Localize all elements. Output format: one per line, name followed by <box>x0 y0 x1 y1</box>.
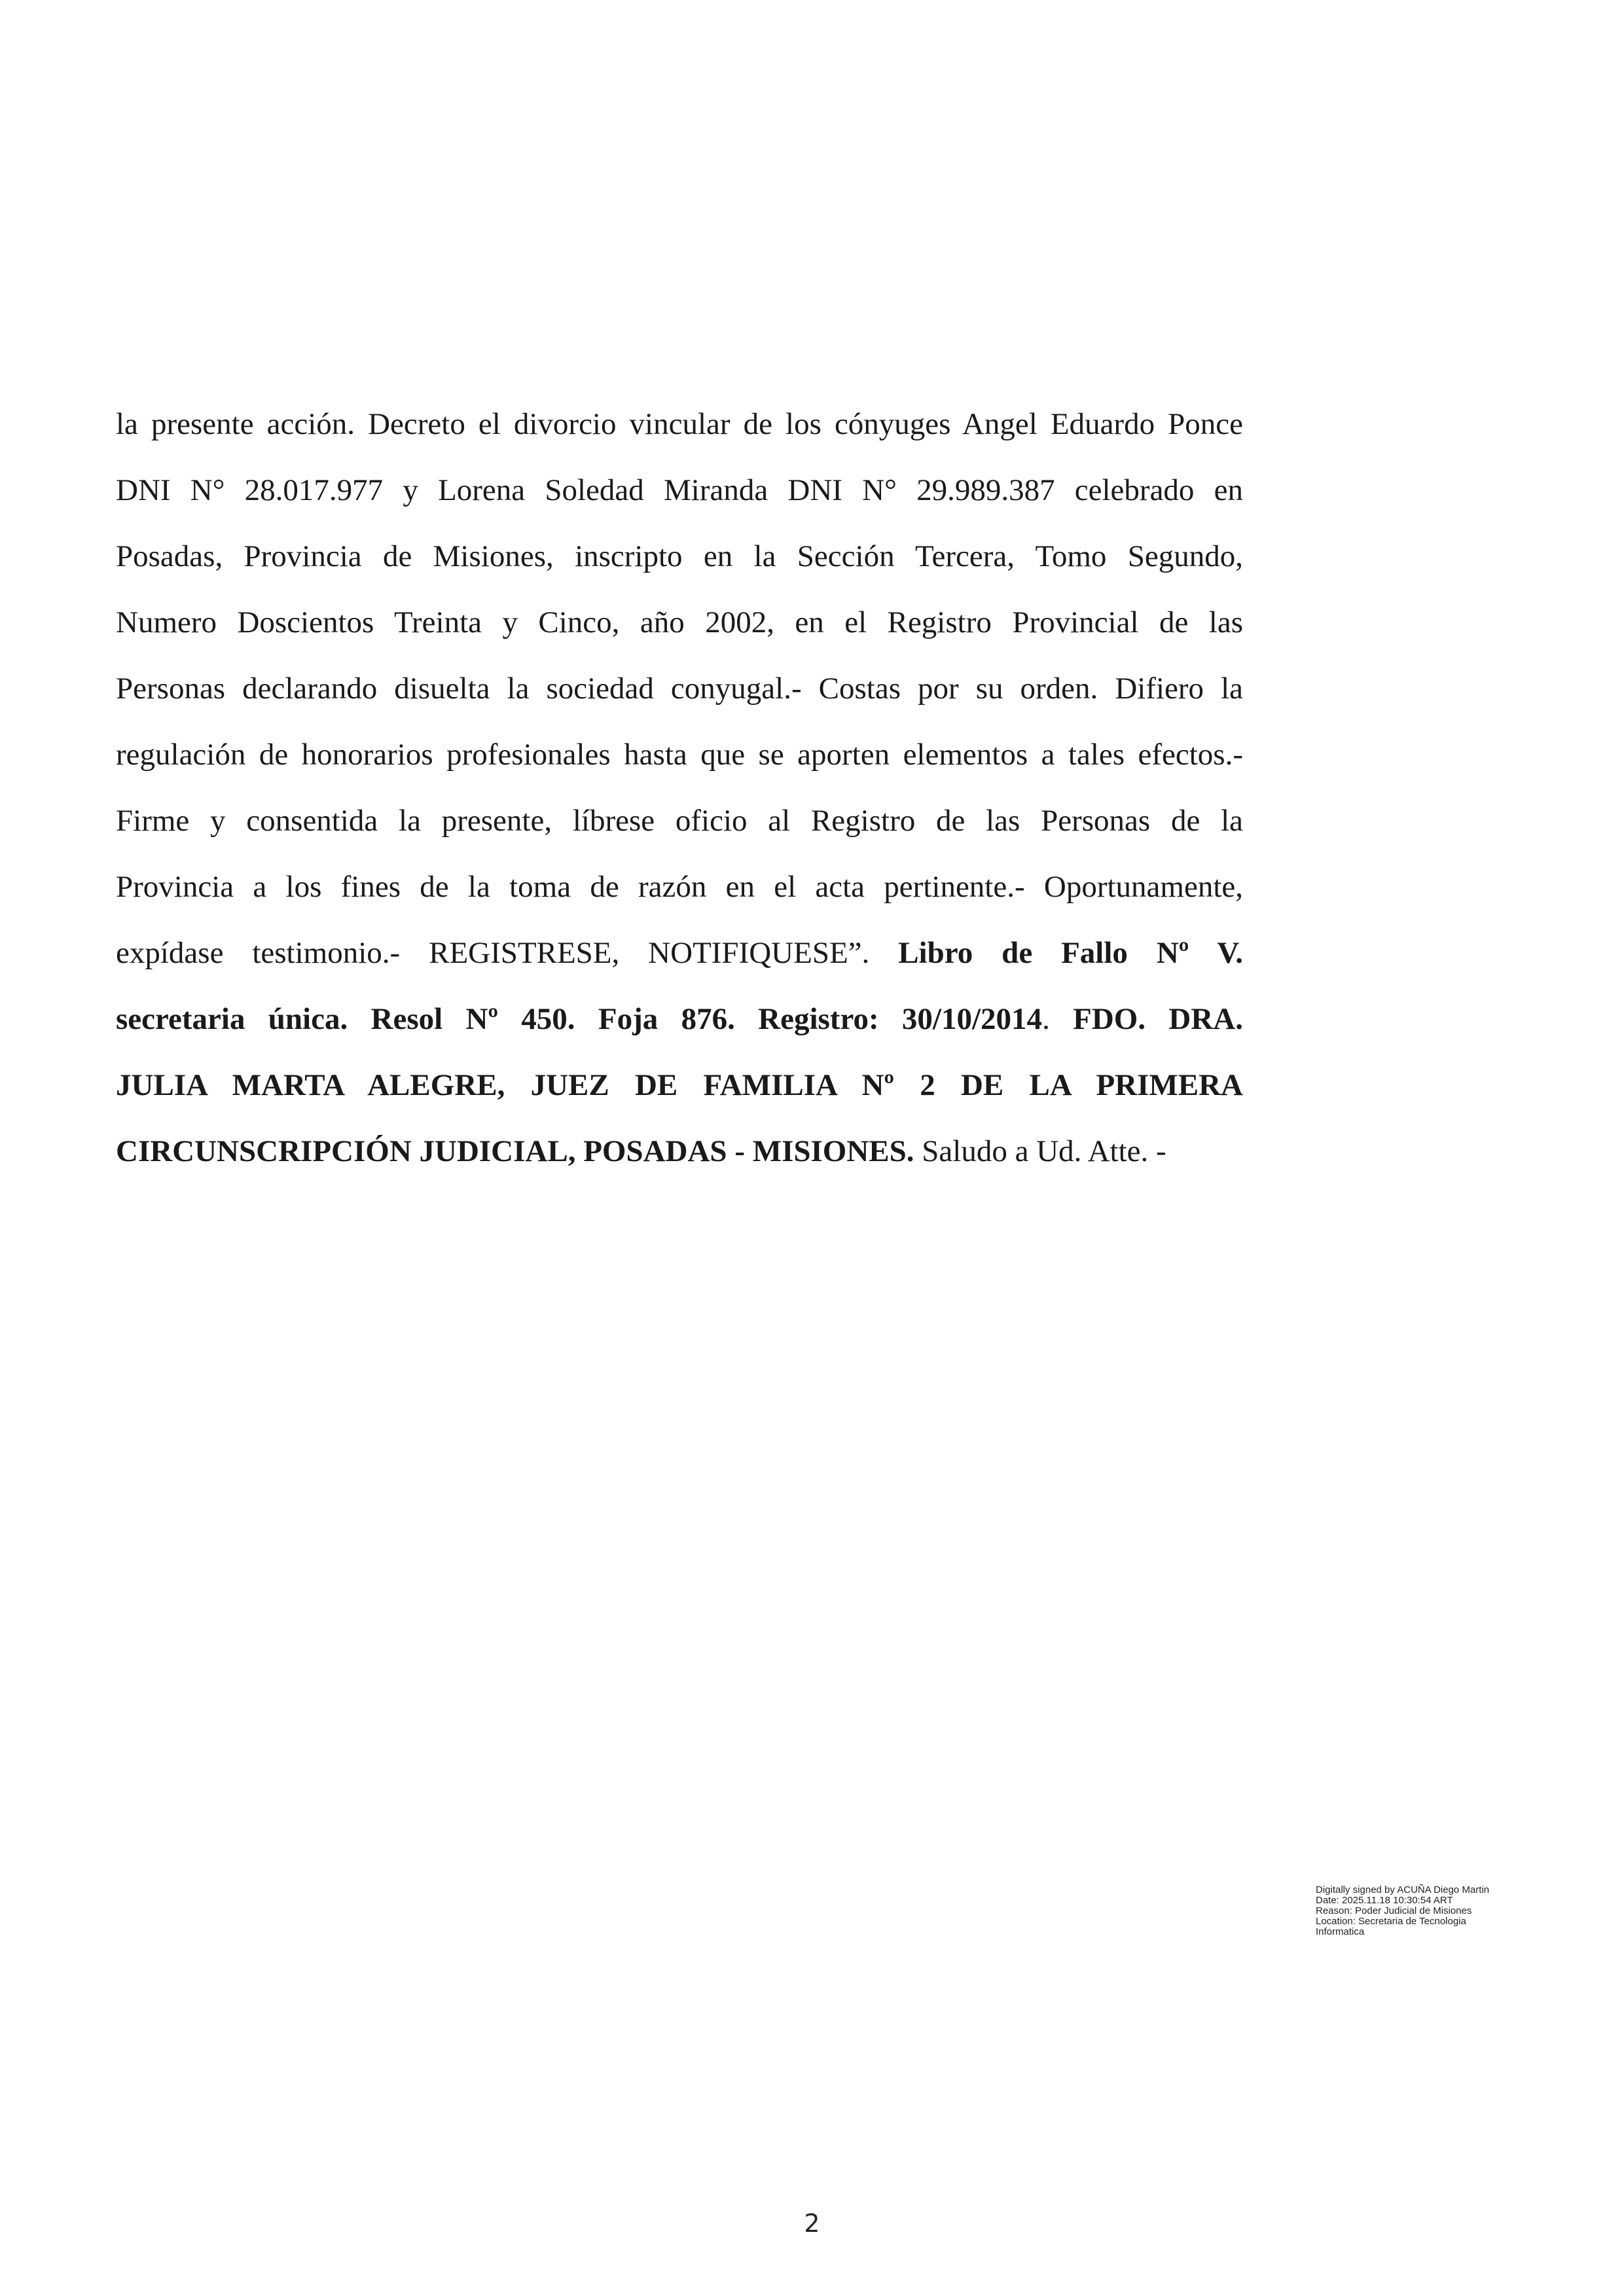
signature-signer: Digitally signed by ACUÑA Diego Martin <box>1316 1884 1490 1895</box>
body-line-9 <box>116 920 1243 986</box>
body-line-12 <box>116 1119 1243 1185</box>
signature-location-cont: Informatica <box>1316 1926 1365 1937</box>
libro-fallo-reference: Libro de Fallo Nº V. <box>898 936 1243 970</box>
signature-date: Date: 2025.11.18 10:30:54 ART <box>1316 1895 1453 1906</box>
resolution-reference: secretaria única. Resol Nº 450. Foja 876. Registro: 30/10/2014 <box>116 1002 1043 1036</box>
signatory-prefix: FDO. DRA. <box>1073 1002 1244 1036</box>
signature-reason: Reason: Poder Judicial de Misiones <box>1316 1905 1472 1916</box>
body-line-2: DNI N° 28.017.977 y Lorena Soledad Miranda DNI N° 29.989.387 celebrado en <box>116 473 1243 507</box>
page-number: 2 <box>804 2209 820 2238</box>
body-line-11 <box>116 1052 1243 1119</box>
signature-location: Location: Secretaria de Tecnologia <box>1316 1916 1466 1927</box>
judge-name: JULIA MARTA ALEGRE, JUEZ DE FAMILIA Nº 2 DE LA PRIMERA <box>116 1068 1243 1102</box>
body-line-8: Provincia a los fines de la toma de razón en el acta pertinente.- Oportunamente, <box>116 870 1243 904</box>
body-line-6: regulación de honorarios profesionales hasta que se aporten elementos a tales efectos.- <box>116 738 1243 772</box>
jurisdiction-text: CIRCUNSCRIPCIÓN JUDICIAL, POSADAS - MISIONES. <box>116 1134 914 1168</box>
body-line-7: Firme y consentida la presente, líbrese oficio al Registro de las Personas de la <box>116 804 1243 838</box>
closing-greeting: Saludo a Ud. Atte. - <box>922 1134 1166 1168</box>
document-body <box>116 391 1243 1185</box>
body-line-10 <box>116 986 1243 1052</box>
digital-signature-stamp <box>1316 1885 1538 1937</box>
body-line-4: Numero Doscientos Treinta y Cinco, año 2002, en el Registro Provincial de las <box>116 605 1243 639</box>
body-line-3: Posadas, Provincia de Misiones, inscripto en la Sección Tercera, Tomo Segundo, <box>116 539 1243 573</box>
body-line-5: Personas declarando disuelta la sociedad conyugal.- Costas por su orden. Difiero la <box>116 672 1243 706</box>
period-text: . <box>1042 1002 1050 1036</box>
body-line-1: la presente acción. Decreto el divorcio vincular de los cónyuges Angel Eduardo Ponce <box>116 407 1243 441</box>
notification-text: expídase testimonio.- REGISTRESE, NOTIFIQUESE”. <box>116 936 870 970</box>
